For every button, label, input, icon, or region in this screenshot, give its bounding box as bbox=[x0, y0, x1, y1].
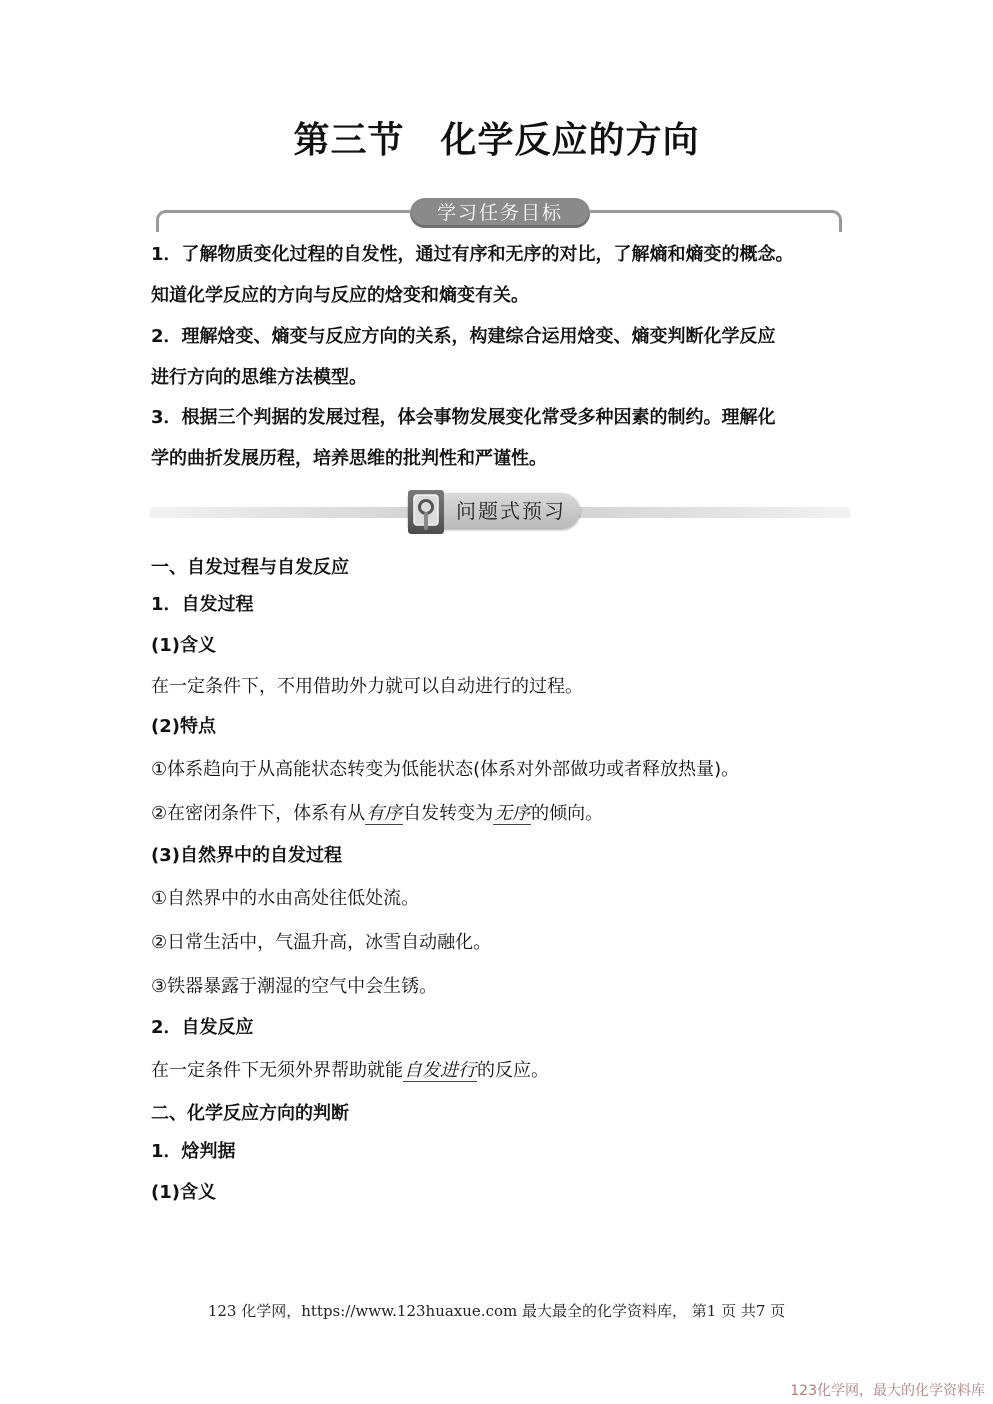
subsection-heading: 2．自发反应 bbox=[151, 1017, 254, 1038]
subsection-heading: 1．焓判据 bbox=[151, 1141, 236, 1162]
body-text: ①自然界中的水由高处往低处流。 bbox=[151, 888, 420, 909]
sentence-part: 的反应。 bbox=[477, 1060, 549, 1081]
section-heading-2: 二、化学反应方向的判断 bbox=[151, 1103, 349, 1124]
objective-item bbox=[151, 234, 851, 316]
magnifier-icon bbox=[408, 490, 444, 534]
page-title bbox=[0, 112, 993, 163]
objective-line: 学的曲折发展历程，培养思维的批判性和严谨性。 bbox=[151, 448, 547, 469]
objective-line: 3．根据三个判据的发展过程，体会事物发展变化常受多种因素的制约。理解化 bbox=[151, 407, 776, 428]
item-heading: (2)特点 bbox=[151, 716, 216, 737]
sentence-part: 的倾向。 bbox=[531, 803, 604, 824]
objective-item bbox=[151, 397, 851, 479]
answer-blank: 无序 bbox=[494, 803, 531, 824]
objectives-banner bbox=[156, 198, 844, 234]
answer-blank: 自发进行 bbox=[404, 1060, 476, 1081]
subsection-heading: 1．自发过程 bbox=[151, 594, 254, 615]
objective-line: 2．理解焓变、熵变与反应方向的关系，构建综合运用焓变、熵变判断化学反应 bbox=[151, 326, 776, 347]
item-heading: (1)含义 bbox=[151, 1182, 216, 1203]
body-text: ③铁器暴露于潮湿的空气中会生锈。 bbox=[151, 976, 438, 997]
title-section-number: 第三节 bbox=[293, 120, 405, 161]
objective-line: 知道化学反应的方向与反应的焓变和熵变有关。 bbox=[151, 285, 529, 306]
objective-line: 进行方向的思维方法模型。 bbox=[151, 367, 367, 388]
title-text: 化学反应的方向 bbox=[440, 120, 700, 161]
watermark: 123化学网，最大的化学资料库 bbox=[790, 1383, 985, 1399]
objective-item bbox=[151, 316, 851, 398]
page-footer: 123 化学网，https://www.123huaxue.com 最大最全的化学资料库， 第1 页 共7 页 bbox=[207, 1302, 786, 1320]
preview-heading: 问题式预习 bbox=[456, 499, 566, 523]
answer-blank: 有序 bbox=[366, 803, 403, 824]
fill-blank-sentence bbox=[151, 799, 603, 825]
preview-banner bbox=[150, 490, 850, 536]
objectives-heading: 学习任务目标 bbox=[410, 198, 590, 228]
sentence-part: 在一定条件下无须外界帮助就能 bbox=[151, 1060, 403, 1081]
body-text: ①体系趋向于从高能状态转变为低能状态(体系对外部做功或者释放热量)。 bbox=[151, 759, 740, 780]
body-text: 在一定条件下，不用借助外力就可以自动进行的过程。 bbox=[151, 676, 583, 697]
section-heading-1: 一、自发过程与自发反应 bbox=[151, 557, 349, 578]
objective-line: 1．了解物质变化过程的自发性，通过有序和无序的对比，了解熵和熵变的概念。 bbox=[151, 244, 794, 265]
sentence-part: 自发转变为 bbox=[403, 803, 494, 824]
body-text: ②日常生活中，气温升高，冰雪自动融化。 bbox=[151, 932, 492, 953]
fill-blank-sentence bbox=[151, 1056, 549, 1082]
item-heading: (3)自然界中的自发过程 bbox=[151, 845, 342, 866]
item-heading: (1)含义 bbox=[151, 635, 216, 656]
sentence-part: ②在密闭条件下，体系有从 bbox=[151, 803, 366, 824]
